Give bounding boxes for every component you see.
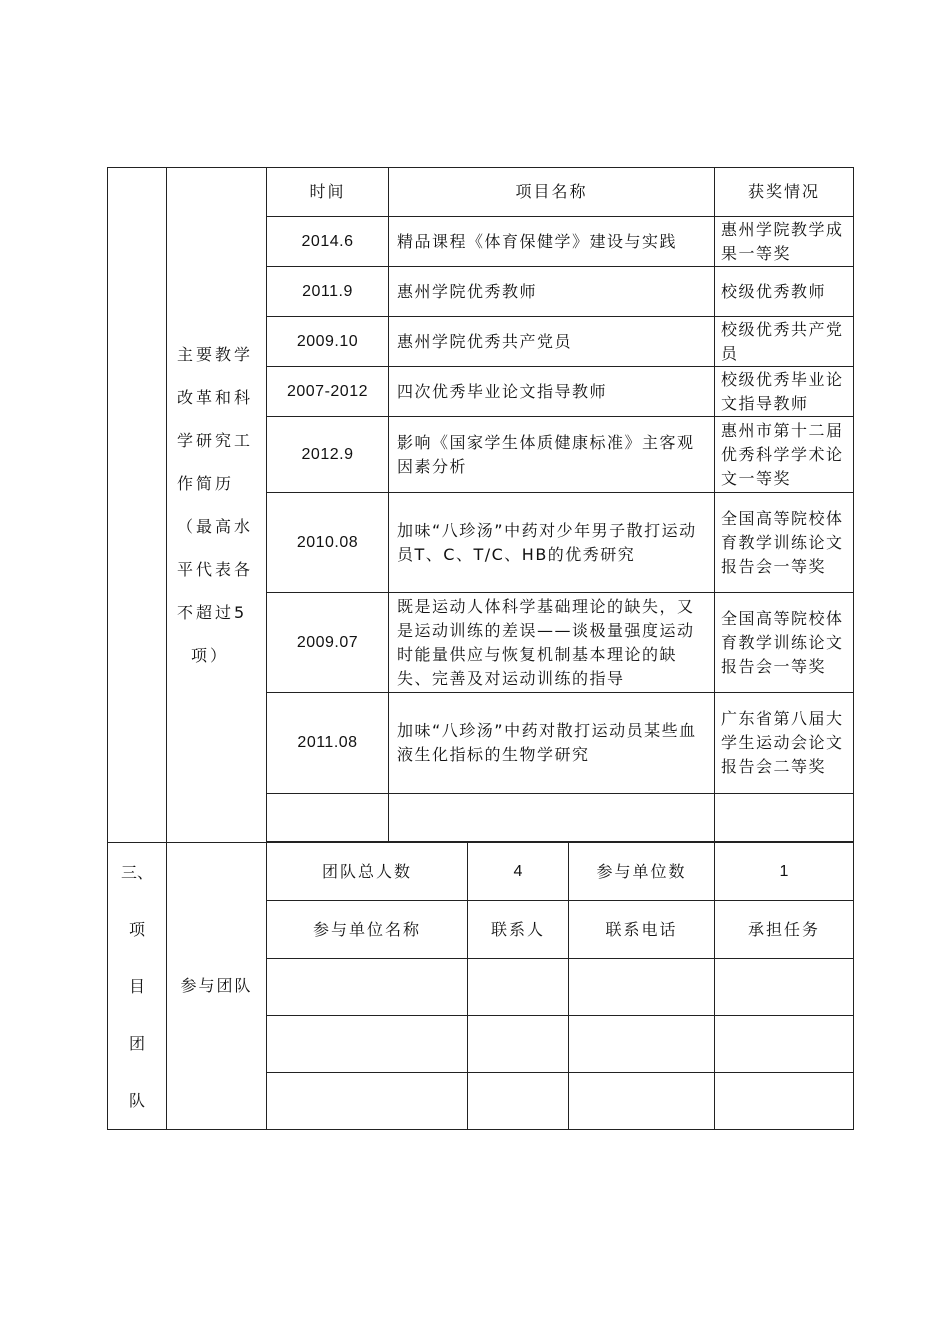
team-section-char: 三、	[120, 862, 153, 882]
empty-cell	[267, 794, 389, 842]
row-time: 2009.07	[267, 593, 389, 693]
work-history-label	[167, 168, 267, 843]
empty-cell	[468, 1073, 569, 1130]
row-award: 校级优秀共产党员	[715, 317, 854, 367]
row-time: 2009.10	[267, 317, 389, 367]
application-form-table	[107, 167, 854, 1130]
work-history-label-line: 不超过5	[177, 603, 248, 622]
row-project: 惠州学院优秀共产党员	[389, 317, 715, 367]
team-label: 参与团队	[167, 843, 267, 1130]
empty-cell	[715, 794, 854, 842]
row-award: 全国高等院校体育教学训练论文报告会一等奖	[715, 493, 854, 593]
row-time: 2014.6	[267, 217, 389, 267]
team-section-char: 项	[128, 919, 145, 939]
row-project: 加味“八珍汤”中药对少年男子散打运动员T、C、T/C、HB的优秀研究	[389, 493, 715, 593]
empty-cell	[569, 959, 715, 1016]
row-project: 影响《国家学生体质健康标准》主客观因素分析	[389, 417, 715, 493]
time-column-header: 时间	[267, 168, 389, 217]
row-project: 既是运动人体科学基础理论的缺失，又是运动训练的差误——谈极量强度运动时能量供应与恢复机制基本理论的缺失、完善及对运动训练的指导	[389, 593, 715, 693]
row-project: 加味“八珍汤”中药对散打运动员某些血液生化指标的生物学研究	[389, 693, 715, 794]
award-column-header: 获奖情况	[715, 168, 854, 217]
team-section-char: 目	[128, 976, 145, 996]
team-summary-row	[108, 843, 854, 901]
row-award: 校级优秀教师	[715, 267, 854, 317]
empty-cell	[468, 1016, 569, 1073]
empty-cell	[569, 1016, 715, 1073]
phone-column-header: 联系电话	[569, 901, 715, 959]
row-time: 2007-2012	[267, 367, 389, 417]
team-total-value: 4	[468, 843, 569, 901]
empty-cell	[267, 1016, 468, 1073]
team-section-number	[108, 843, 167, 1130]
row-award: 惠州学院教学成果一等奖	[715, 217, 854, 267]
row-time: 2011.08	[267, 693, 389, 794]
row-award: 广东省第八届大学生运动会论文报告会二等奖	[715, 693, 854, 794]
task-column-header: 承担任务	[715, 901, 854, 959]
work-history-label-line: 项）	[191, 646, 230, 665]
row-award: 惠州市第十二届优秀科学学术论文一等奖	[715, 417, 854, 493]
work-history-label-line: 学研究工	[177, 431, 254, 450]
team-units-value: 1	[715, 843, 854, 901]
row-time: 2010.08	[267, 493, 389, 593]
empty-cell	[569, 1073, 715, 1130]
row-time: 2012.9	[267, 417, 389, 493]
row-time: 2011.9	[267, 267, 389, 317]
work-history-header-row	[108, 168, 854, 217]
work-history-label-line: （最高水	[177, 517, 254, 536]
work-history-label-line: 平代表各	[177, 560, 254, 579]
section-number-cell	[108, 168, 167, 843]
empty-cell	[468, 959, 569, 1016]
project-column-header: 项目名称	[389, 168, 715, 217]
empty-cell	[715, 959, 854, 1016]
row-project: 惠州学院优秀教师	[389, 267, 715, 317]
team-section-char: 队	[128, 1090, 145, 1110]
unit-name-column-header: 参与单位名称	[267, 901, 468, 959]
empty-cell	[715, 1016, 854, 1073]
work-history-label-line: 主要教学	[177, 345, 254, 364]
row-project: 四次优秀毕业论文指导教师	[389, 367, 715, 417]
contact-column-header: 联系人	[468, 901, 569, 959]
row-project: 精品课程《体育保健学》建设与实践	[389, 217, 715, 267]
team-total-label: 团队总人数	[267, 843, 468, 901]
row-award: 校级优秀毕业论文指导教师	[715, 367, 854, 417]
empty-cell	[267, 1073, 468, 1130]
row-award: 全国高等院校体育教学训练论文报告会一等奖	[715, 593, 854, 693]
empty-cell	[715, 1073, 854, 1130]
team-units-label: 参与单位数	[569, 843, 715, 901]
empty-cell	[389, 794, 715, 842]
empty-cell	[267, 959, 468, 1016]
team-section-char: 团	[128, 1033, 145, 1053]
work-history-label-line: 作简历	[177, 474, 235, 493]
work-history-label-line: 改革和科	[177, 388, 254, 407]
